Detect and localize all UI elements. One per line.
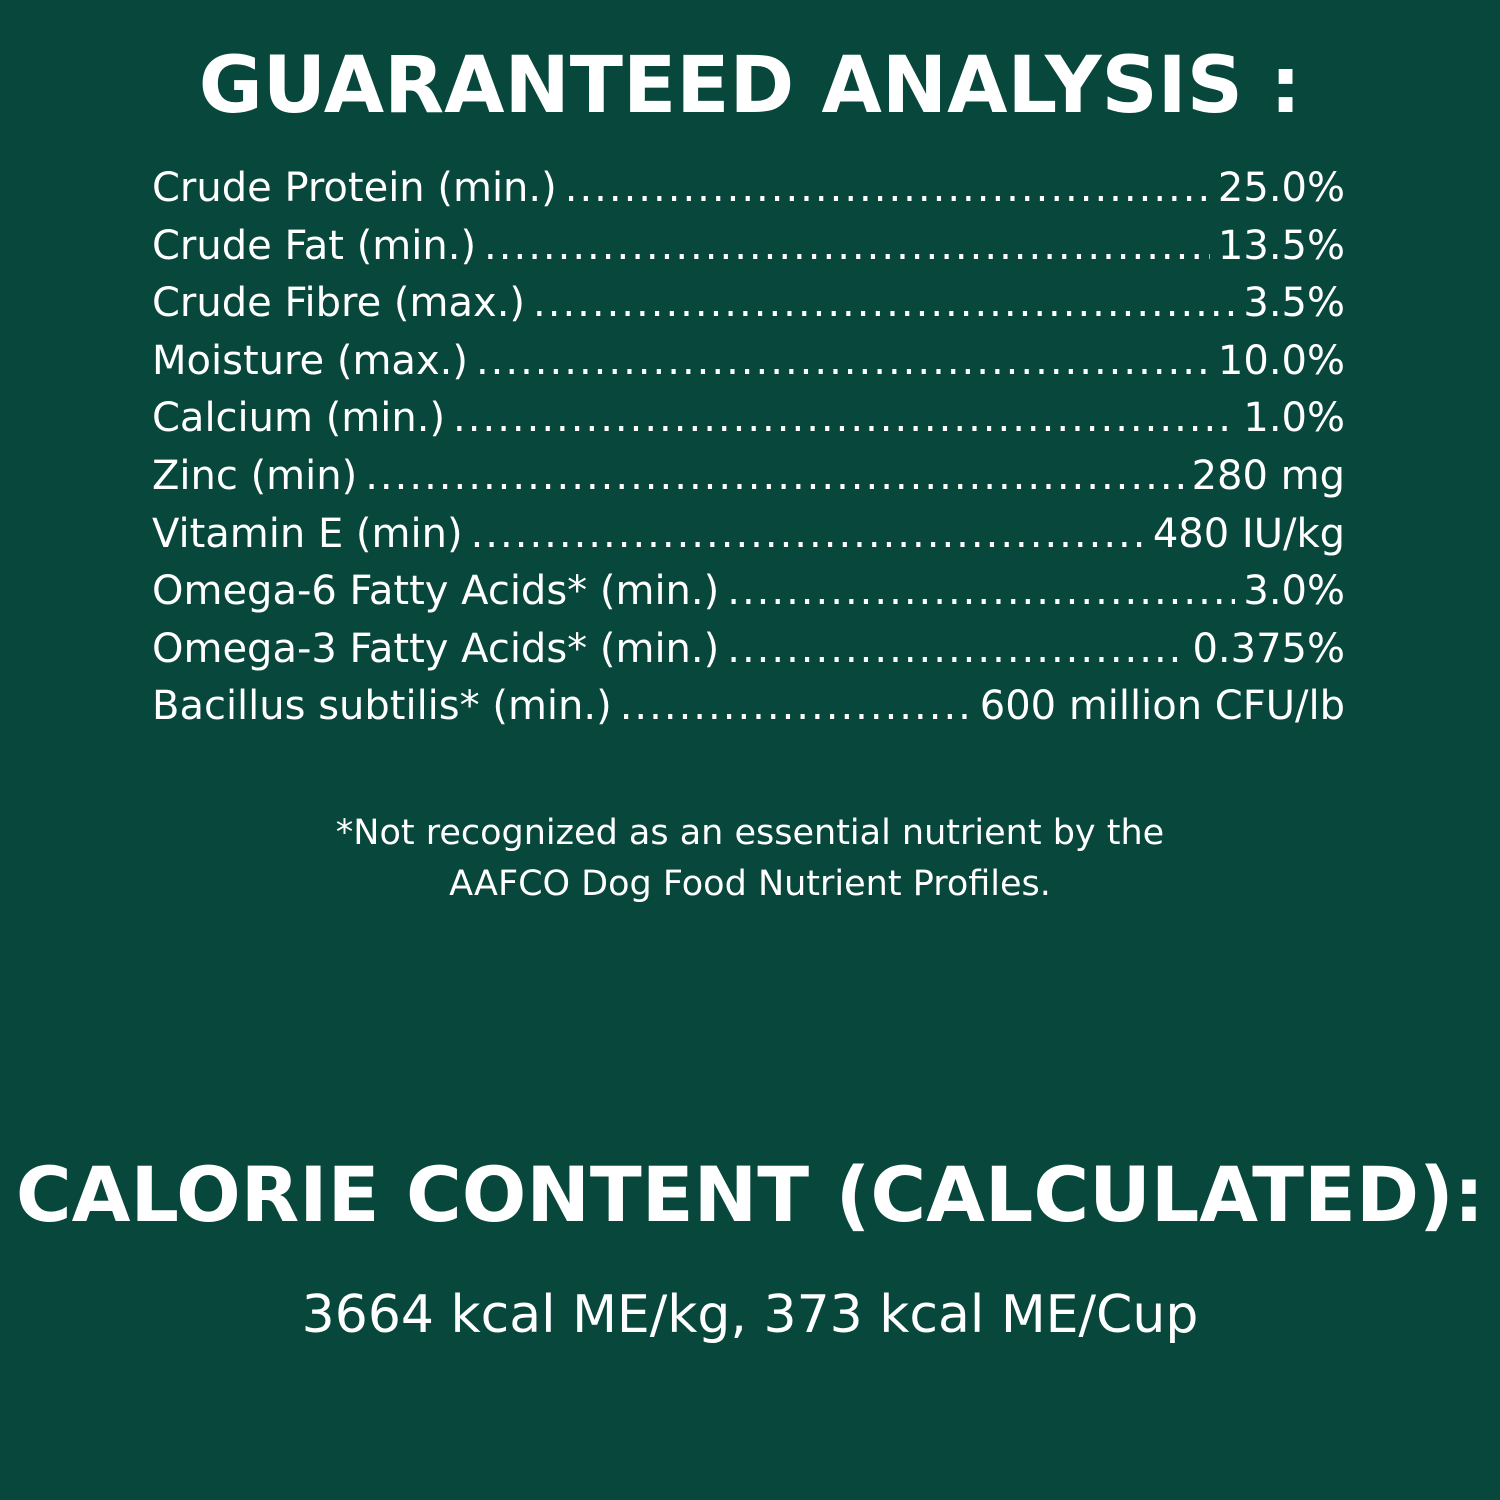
nutrient-value: 480 IU/kg (1152, 510, 1345, 557)
nutrient-label: Vitamin E (min) (152, 510, 463, 557)
nutrient-label: Moisture (max.) (152, 337, 468, 384)
nutrient-label: Crude Fat (min.) (152, 222, 477, 269)
analysis-row (152, 621, 1345, 679)
analysis-row (152, 506, 1345, 564)
guaranteed-analysis-title: GUARANTEED ANALYSIS : (198, 41, 1302, 131)
analysis-row (152, 218, 1345, 276)
analysis-row (152, 275, 1345, 333)
nutrient-label: Bacillus subtilis* (min.) (152, 683, 612, 730)
dot-leader (471, 506, 1145, 564)
dot-leader (565, 160, 1210, 218)
calorie-content-value: 3664 kcal ME/kg, 373 kcal ME/Cup (301, 1285, 1199, 1345)
dot-leader (453, 390, 1235, 448)
analysis-row (152, 333, 1345, 391)
nutrient-value: 1.0% (1243, 395, 1345, 442)
dot-leader (620, 678, 972, 736)
analysis-row (152, 390, 1345, 448)
dot-leader (484, 218, 1210, 276)
analysis-row (152, 563, 1345, 621)
nutrient-value: 3.0% (1243, 568, 1345, 615)
analysis-list (152, 160, 1345, 736)
footnote-line: *Not recognized as an essential nutrient by the (335, 813, 1165, 853)
nutrient-label: Calcium (min.) (152, 395, 446, 442)
nutrient-value: 25.0% (1217, 165, 1345, 211)
analysis-row (152, 160, 1345, 218)
dot-leader (365, 448, 1183, 506)
nutrient-label: Zinc (min) (152, 452, 358, 499)
nutrient-value: 0.375% (1192, 625, 1345, 672)
nutrient-label: Crude Fibre (max.) (152, 280, 526, 327)
nutrient-value: 3.5% (1243, 280, 1345, 327)
footnote-line: AAFCO Dog Food Nutrient Profiles. (449, 864, 1051, 904)
nutrient-label: Omega-3 Fatty Acids* (min.) (152, 625, 720, 672)
nutrient-label: Omega-6 Fatty Acids* (min.) (152, 568, 720, 615)
dot-leader (727, 621, 1184, 679)
dot-leader (533, 275, 1235, 333)
analysis-row (152, 678, 1345, 736)
footnote (0, 808, 1500, 910)
nutrient-value: 280 mg (1191, 452, 1345, 499)
nutrient-label: Crude Protein (min.) (152, 165, 557, 211)
dot-leader (476, 333, 1210, 391)
nutrient-value: 13.5% (1217, 222, 1345, 269)
nutrient-value: 10.0% (1217, 337, 1345, 384)
calorie-content-title: CALORIE CONTENT (CALCULATED): (15, 1150, 1485, 1239)
nutrient-value: 600 million CFU/lb (979, 683, 1345, 730)
dot-leader (727, 563, 1235, 621)
analysis-row (152, 448, 1345, 506)
